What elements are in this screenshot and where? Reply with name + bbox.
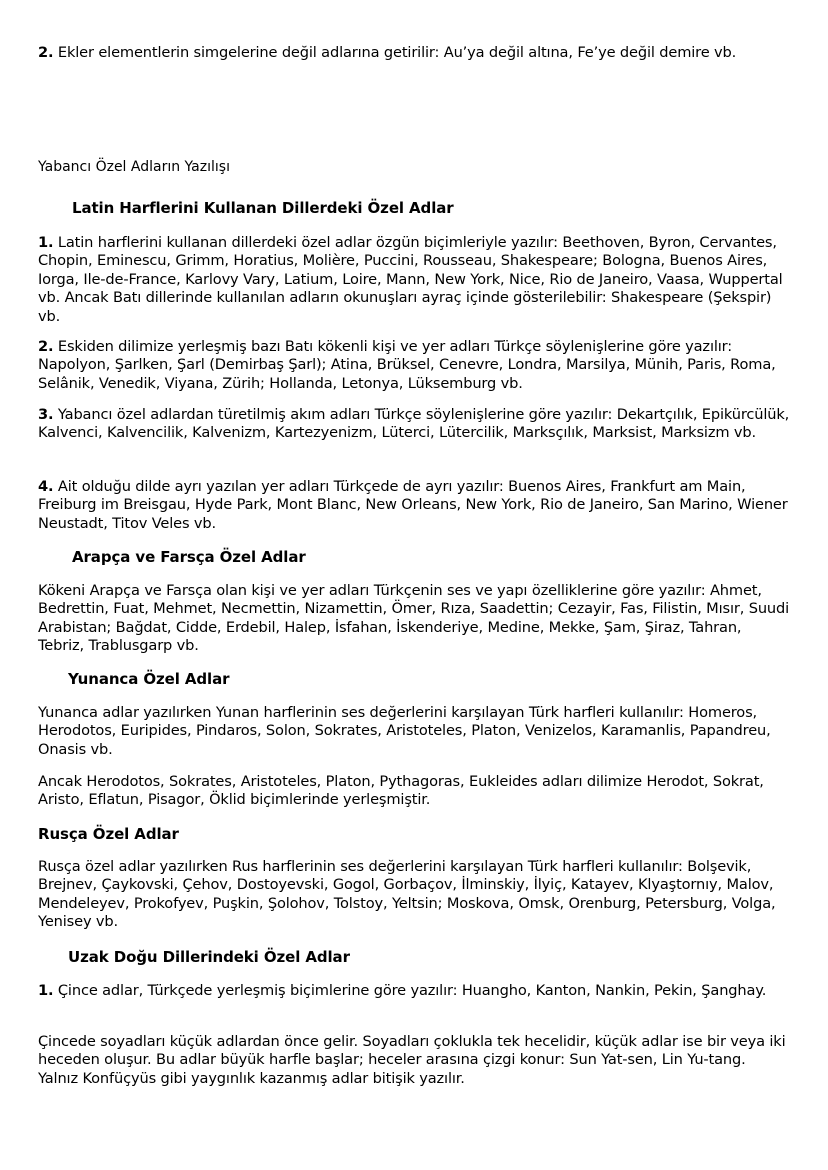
fareast-heading: Uzak Doğu Dillerindeki Özel Adlar bbox=[68, 948, 350, 966]
top-note-number: 2. bbox=[38, 44, 54, 61]
section-title: Yabancı Özel Adların Yazılışı bbox=[38, 159, 230, 175]
top-note-text: Ekler elementlerin simgelerine değil adlarına getirilir: Au’ya değil altına, Fe’ye değil demire vb. bbox=[53, 44, 737, 61]
latin-item-4-text: Ait olduğu dilde ayrı yazılan yer adları Türkçede de ayrı yazılır: Buenos Aires, Frankfurt am Main, Freiburg im Breisgau, Hyde Park, Mont Blanc, New Orleans, New York, Rio de Janeiro, San Marino, Wiener Neustadt, Titov Veles vb. bbox=[38, 478, 788, 532]
latin-item-1 bbox=[38, 234, 790, 326]
latin-item-3-text: Yabancı özel adlardan türetilmiş akım adları Türkçe söylenişlerine göre yazılır: Dekartçılık, Epikürcülük, Kalvenci, Kalvencilik, Kalvenizm, Kartezyenizm, Lüterci, Lütercilik, Marksçılık, Marksist, Marksizm vb. bbox=[38, 406, 790, 442]
top-note-paragraph bbox=[38, 44, 790, 62]
greek-heading: Yunanca Özel Adlar bbox=[68, 670, 230, 688]
latin-item-1-text: Latin harflerini kullanan dillerdeki özel adlar özgün biçimleriyle yazılır: Beethoven, Byron, Cervantes, Chopin, Eminescu, Grimm, Horatius, Molière, Puccini, Rousseau, Shakespeare; Bologna, Buenos Aires, Iorga, Ile-de-France, Karlovy Vary, Latium, Loire, Mann, New York, Nice, Rio de Janeiro, Vaasa, Wuppertal vb. Ancak Batı dillerinde kullanılan adların okunuşları ayraç içinde gösterilebilir: Shakespeare (Şekspir) vb. bbox=[38, 234, 783, 325]
fareast-paragraph-2: Çincede soyadları küçük adlardan önce gelir. Soyadları çoklukla tek hecelidir, küçük adlar ise bir veya iki heceden oluşur. Bu adlar büyük harfle başlar; heceler arasına çizgi konur: Sun Yat-sen, Lin Yu-tang. Yalnız Konfüçyüs gibi yaygınlık kazanmış adlar bitişik yazılır. bbox=[38, 1033, 786, 1087]
russian-heading: Rusça Özel Adlar bbox=[38, 825, 179, 843]
latin-item-4-number: 4. bbox=[38, 478, 54, 495]
arabic-heading: Arapça ve Farsça Özel Adlar bbox=[72, 548, 306, 566]
fareast-item-1-number: 1. bbox=[38, 982, 54, 999]
latin-item-3-number: 3. bbox=[38, 406, 54, 423]
arabic-paragraph: Kökeni Arapça ve Farsça olan kişi ve yer adları Türkçenin ses ve yapı özelliklerine göre yazılır: Ahmet, Bedrettin, Fuat, Mehmet, Necmettin, Nizamettin, Ömer, Rıza, Saadettin; Cezayir, Fas, Filistin, Mısır, Suudi Arabistan; Bağdat, Cidde, Erdebil, Halep, İsfahan, İskenderiye, Medine, Mekke, Şam, Şiraz, Tahran, Tebriz, Trablusgarp vb. bbox=[38, 582, 790, 655]
latin-item-2-text: Eskiden dilimize yerleşmiş bazı Batı kökenli kişi ve yer adları Türkçe söylenişlerine göre yazılır: Napolyon, Şarlken, Şarl (Demirbaş Şarl); Atina, Brüksel, Cenevre, Londra, Marsilya, Münih, Paris, Roma, Selânik, Venedik, Viyana, Zürih; Hollanda, Letonya, Lüksemburg vb. bbox=[38, 338, 776, 392]
latin-item-2 bbox=[38, 338, 790, 393]
greek-paragraph-2: Ancak Herodotos, Sokrates, Aristoteles, Platon, Pythagoras, Eukleides adları dilimize Herodot, Sokrat, Aristo, Eflatun, Pisagor, Öklid biçimlerinde yerleşmiştir. bbox=[38, 773, 764, 809]
greek-paragraph-1: Yunanca adlar yazılırken Yunan harflerinin ses değerlerini karşılayan Türk harfleri kullanılır: Homeros, Herodotos, Euripides, Pindaros, Solon, Sokrates, Aristoteles, Platon, Venizelos, Karamanlis, Papandreu, Onasis vb. bbox=[38, 704, 771, 758]
fareast-item-1-text: Çince adlar, Türkçede yerleşmiş biçimlerine göre yazılır: Huangho, Kanton, Nankin, Pekin, Şanghay. bbox=[53, 982, 767, 999]
latin-item-2-number: 2. bbox=[38, 338, 54, 355]
latin-heading: Latin Harflerini Kullanan Dillerdeki Özel Adlar bbox=[72, 199, 454, 217]
latin-item-1-number: 1. bbox=[38, 234, 54, 251]
fareast-item-1 bbox=[38, 982, 790, 1000]
latin-item-4 bbox=[38, 478, 790, 533]
russian-paragraph: Rusça özel adlar yazılırken Rus harflerinin ses değerlerini karşılayan Türk harfleri kullanılır: Bolşevik, Brejnev, Çaykovski, Çehov, Dostoyevski, Gogol, Gorbaçov, İlminskiy, İlyiç, Katayev, Klyaştornıy, Malov, Mendeleyev, Prokofyev, Puşkin, Şolohov, Tolstoy, Yeltsin; Moskova, Omsk, Orenburg, Petersburg, Volga, Yenisey vb. bbox=[38, 858, 776, 931]
latin-item-3 bbox=[38, 406, 790, 443]
